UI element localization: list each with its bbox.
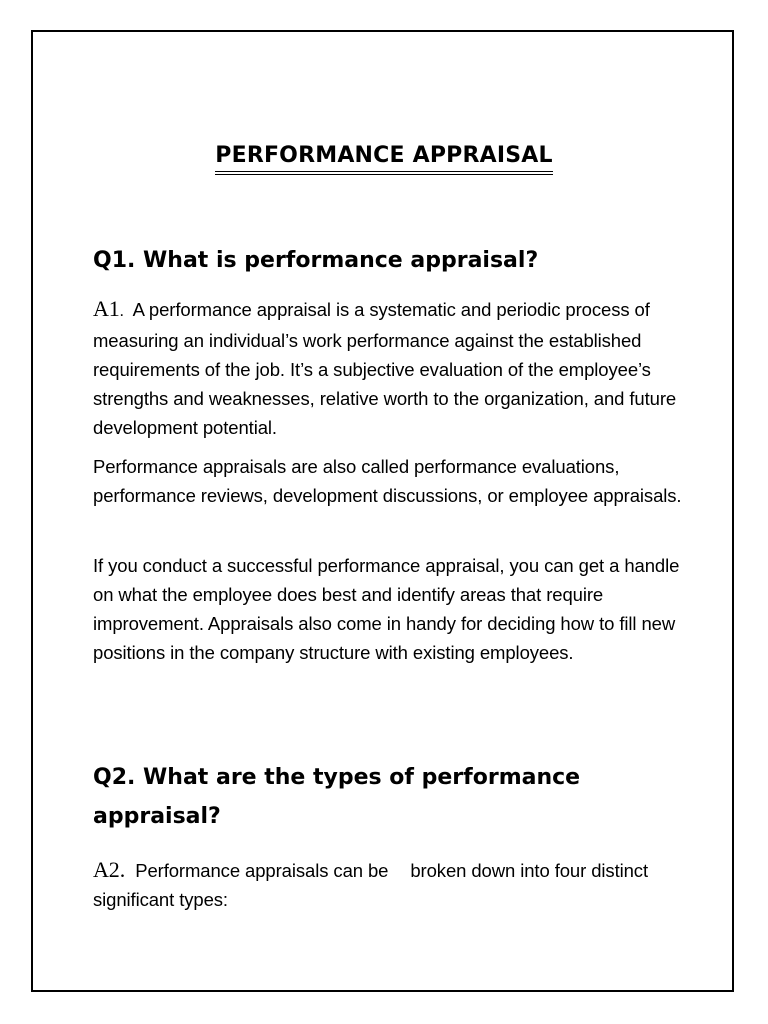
answer-2-paragraph-1: [93, 855, 683, 914]
question-2: Q2. What are the types of performance appraisal?: [93, 765, 581, 829]
question-1: Q1. What is performance appraisal?: [93, 248, 539, 273]
answer-1-paragraph-1: [93, 294, 683, 442]
answer-2-marker-punct: .: [119, 857, 126, 882]
answer-2-marker: A2: [93, 857, 120, 882]
document-title: [0, 142, 768, 175]
answer-2-paragraph-1-text-b: broken down into four distinct significant types:: [93, 860, 648, 910]
answer-1-marker: A1: [93, 296, 120, 321]
answer-1-paragraph-1-text: A performance appraisal is a systematic and periodic process of measuring an individual’s work performance against the established requirements of the job. It’s a subjective evaluation of the employee’s strengths and weaknesses, relative worth to the organization, and future development potential.: [93, 299, 677, 438]
answer-2-paragraph-1-text-a: Performance appraisals can be: [135, 860, 389, 881]
answer-1-marker-punct: .: [119, 303, 124, 320]
document-title-text: PERFORMANCE APPRAISAL: [215, 142, 552, 175]
answer-1-paragraph-3: If you conduct a successful performance appraisal, you can get a handle on what the employee does best and identify areas that require improvement. Appraisals also come in handy for deciding how to fill new positions in the company structure with existing employees.: [93, 555, 680, 663]
answer-1-paragraph-2: Performance appraisals are also called performance evaluations, performance reviews, development discussions, or employee appraisals.: [93, 456, 682, 506]
